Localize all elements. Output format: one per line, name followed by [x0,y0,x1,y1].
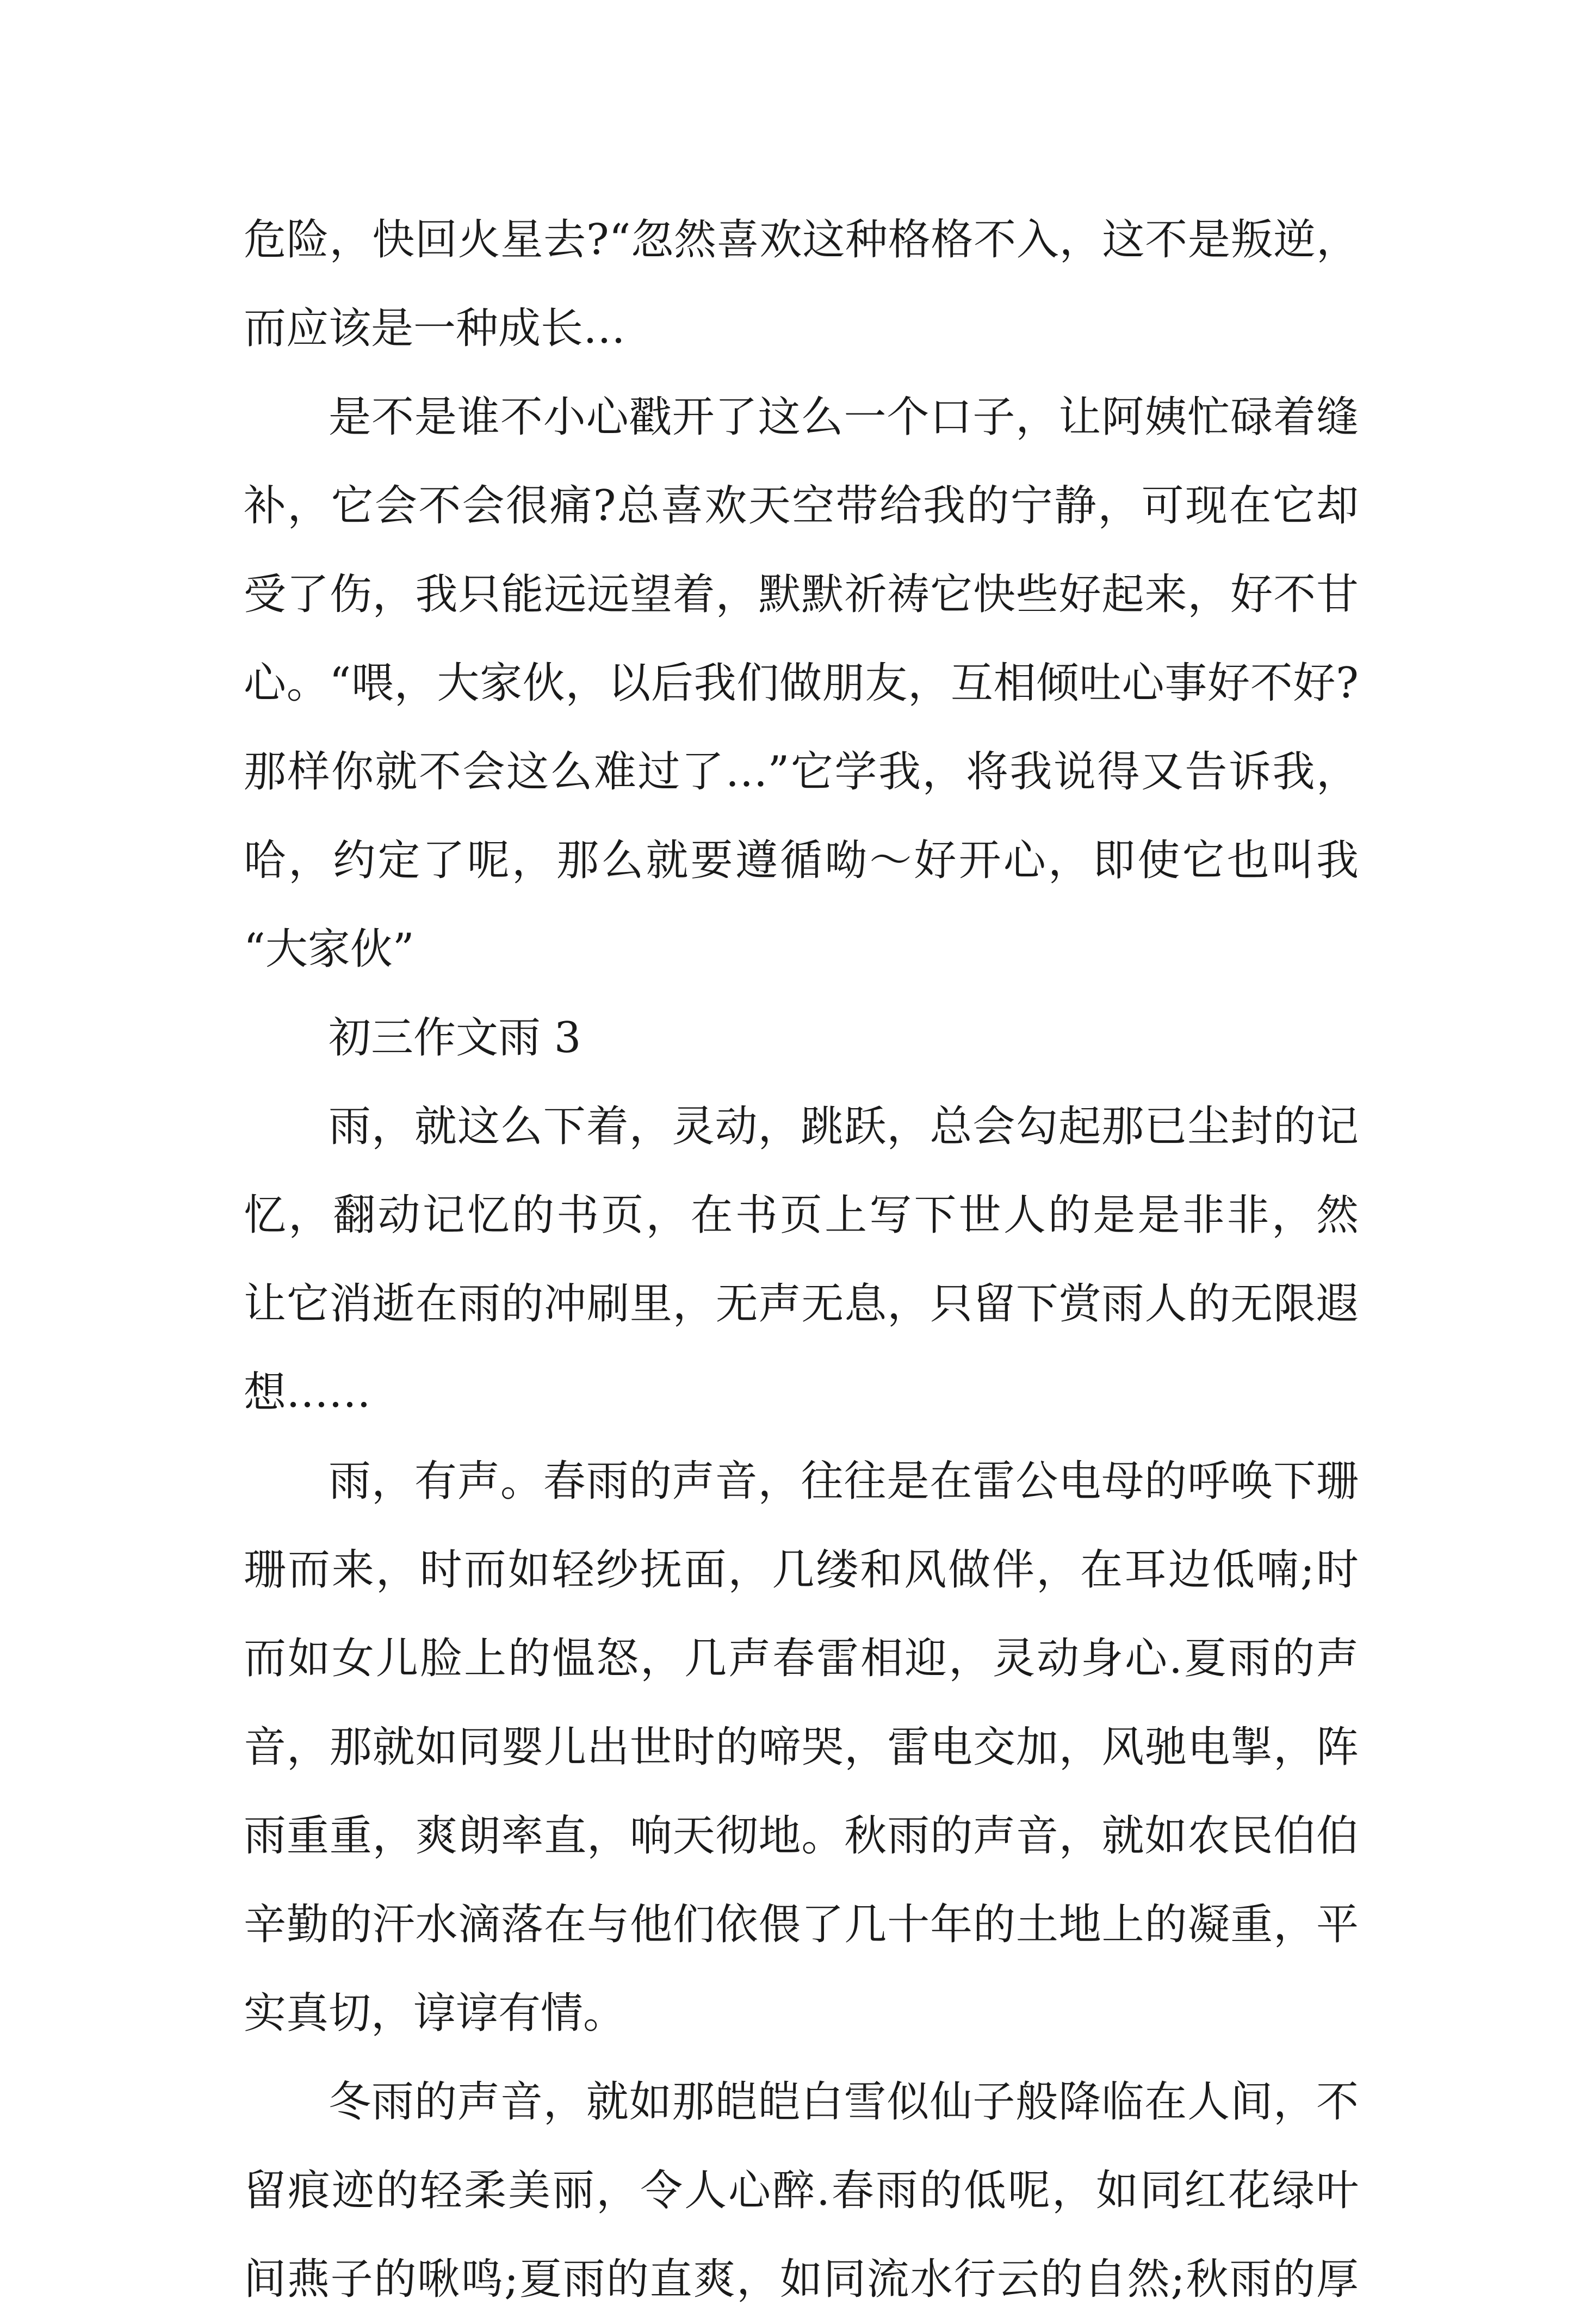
text-line: 心。“喂，大家伙，以后我们做朋友，互相倾吐心事好不好? [244,659,1359,708]
text-line: 辛勤的汗水滴落在与他们依偎了几十年的土地上的凝重，平 [244,1900,1359,1949]
text-line: 忆，翻动记忆的书页，在书页上写下世人的是是非非，然 [244,1191,1359,1240]
text-line: 而如女儿脸上的愠怒，几声春雷相迎，灵动身心.夏雨的声 [244,1634,1359,1683]
text-line: 留痕迹的轻柔美丽，令人心醉.春雨的低呢，如同红花绿叶 [244,2166,1359,2215]
text-line: 实真切，谆谆有情。 [244,1989,626,2038]
body-text [244,196,1359,2324]
text-line: 补，它会不会很痛?总喜欢天空带给我的宁静，可现在它却 [244,481,1359,530]
text-line: 想…… [244,1368,371,1417]
text-line: 雨重重，爽朗率直，响天彻地。秋雨的声音，就如农民伯伯 [244,1812,1359,1861]
text-line: 那样你就不会这么难过了…”它学我，将我说得又告诉我， [244,747,1359,796]
text-line: 哈，约定了呢，那么就要遵循呦～好开心，即使它也叫我 [244,836,1359,885]
text-line: 音，那就如同婴儿出世时的啼哭，雷电交加，风驰电掣，阵 [244,1723,1359,1772]
section-heading: 初三作文雨 3 [329,1013,581,1062]
paragraph-start-line: 冬雨的声音，就如那皑皑白雪似仙子般降临在人间，不 [329,2078,1359,2127]
text-line: 让它消逝在雨的冲刷里，无声无息，只留下赏雨人的无限遐 [244,1280,1359,1328]
paragraph-start-line: 雨，就这么下着，灵动，跳跃，总会勾起那已尘封的记 [329,1102,1359,1151]
text-line: 而应该是一种成长… [244,304,626,353]
paragraph-start-line: 是不是谁不小心戳开了这么一个口子，让阿姨忙碌着缝 [329,393,1359,442]
text-line: 珊而来，时而如轻纱抚面，几缕和风做伴，在耳边低喃;时 [244,1546,1359,1594]
text-line: 受了伤，我只能远远望着，默默祈祷它快些好起来，好不甘 [244,570,1359,619]
paragraph-start-line: 雨，有声。春雨的声音，往往是在雷公电母的呼唤下珊 [329,1457,1359,1506]
text-line: 间燕子的啾鸣;夏雨的直爽，如同流水行云的自然;秋雨的厚 [244,2255,1359,2304]
text-line: 危险，快回火星去?“忽然喜欢这种格格不入，这不是叛逆， [244,215,1359,264]
text-line: “大家伙” [244,925,414,974]
